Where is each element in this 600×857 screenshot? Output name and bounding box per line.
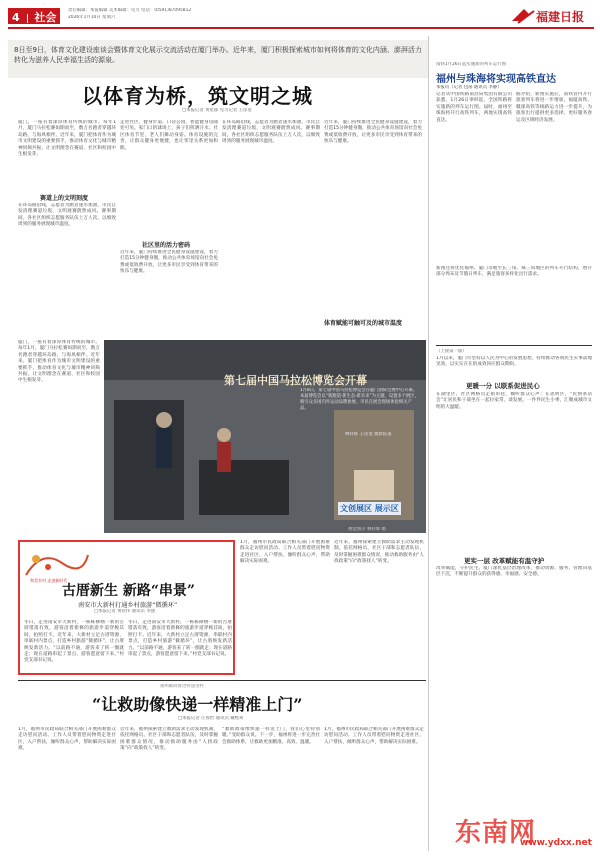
expo-booth-sign: 文创展区 展示区 <box>340 504 399 513</box>
feature-headline: 古厝新生 新路“串景” <box>62 583 195 599</box>
rail-brief-body-1: 在湖里区，社区网格员走街串巷，倾听群众心声；在思明区，“民情茶话会”让居民和干部坐在一起拉家常、谈发展。一件件民生小事，汇聚成城市文明的大温暖。 <box>436 392 592 410</box>
right-column-divider <box>428 36 429 851</box>
header-rule <box>8 27 594 29</box>
middle-col-text-2: 近年来，福州探索建立救助需求主动发现机制，依托网格员、社区干部和志愿者队伍，及时掌握困难群众情况，推动救助服务由“人找政策”向“政策找人”转变。 <box>334 540 424 565</box>
delivery-headline: “让救助像快递一样精准上门” <box>92 695 303 714</box>
feature-body-col2: 冬日，走进南安市大新村，一栋栋修缮一新的古厝错落有致，游客沿着新修的旅游步道穿梭其间，拍照打卡。近年来，大新村立足古厝资源，串联村内景点，打造乡村旅游“微循环”，让古厝焕发新活力。“以前路不通，游客来了转一圈就走；现在道路串起了景点，游客愿意留下来。”村党支部书记说。 <box>128 620 232 658</box>
rail-brief-kicker: （上接第一版） <box>436 349 467 354</box>
delivery-body-col2: 近年来，福州探索建立救助需求主动发现机制，依托网格员、社区干部和志愿者队伍，及时掌握困难群众情况，推动救助服务由“人找政策”向“政策找人”转变。 <box>120 727 218 752</box>
expo-photo-note: 视觉图示 林祥辉 摄 <box>348 527 386 532</box>
lead-intro: 8日至9日，体育文化建设座谈会暨体育文化展示交流活动在厦门举办。近年来，厦门积极探索城市如何将体育的文化内涵、澎湃活力转化为滋养人民幸福生活的源泉。 <box>14 46 422 64</box>
delivery-body-col1: 1月，福州市民政局联合相关部门开展困难群众走访慰问活动。工作人员带着慰问物资走进社区、入户帮扶，倾听群众心声，帮助解决实际困难。 <box>18 727 116 752</box>
rail-body-col2: 据介绍，新图实施后，南铁管内开行旅客列车将进一步增加，福厦高铁、赣深高铁等线路运力进一步提升，为旅客出行提供更多选择，更好服务春运及区域经济发展。 <box>516 92 592 123</box>
rail-subhead-2: 更实一层 改革赋能有温守护 <box>464 557 545 565</box>
delivery-body-col4: 1月，福州市民政局联合相关部门开展困难群众走访慰问活动。工作人员带着慰问物资走进社区、入户帮扶，倾听群众心声，帮助解决实际困难。 <box>324 727 424 745</box>
rail-divider <box>436 345 592 346</box>
expo-title: 第七届中国马拉松博览会开幕 <box>224 374 367 387</box>
rail-headline: 福州与珠海将实现高铁直达 <box>436 74 556 85</box>
page-header <box>0 0 600 28</box>
rail-kicker: 南铁1月26日起实施新的列车运行图 <box>436 62 506 67</box>
date-line: 2026年1月10日 星期六 <box>68 15 116 20</box>
editor-line: 责任编辑：本报编辑 美术编辑：见习 电话：(0591)87095812 <box>68 8 192 13</box>
feature-body-col1: 冬日，走进南安市大新村，一栋栋修缮一新的古厝错落有致，游客沿着新修的旅游步道穿梭其间，拍照打卡。近年来，大新村立足古厝资源，串联村内景点，打造乡村旅游“微循环”，让古厝焕发新活力。“以前路不通，游客来了转一圈就走；现在道路串起了景点，游客愿意留下来。”村党支部书记说。 <box>24 620 124 664</box>
watermark-url: www.ydxx.net <box>520 838 592 848</box>
rail-brief-body-2: 改革赋能，守护民生。厦门深化基层治理改革，推动资源、服务、管理向基层下沉，不断提升群众的获得感、幸福感、安全感。 <box>436 566 592 578</box>
lead-subhead-3: 体育赋能可触可及的城市温度 <box>324 320 403 327</box>
ornament-graphic <box>22 545 92 581</box>
lead-body-col4: 近年来，厦门持续推进全民健身设施建设，着力打造15分钟健身圈，推动公共体育场馆向社会免费或低收费开放，让更多市民享受到体育带来的快乐与健康。 <box>324 120 422 145</box>
rail-body-col1: 记者从中国铁路南昌局集团有限公司获悉，1月26日零时起，全国铁路将实施新的列车运行图。届时，福州至珠海将开行高铁列车，两地实现高铁直达。 <box>436 92 512 123</box>
delivery-top-rule <box>18 680 426 681</box>
photo-side-text: 厦门，一座有着深厚体育传统的城市。每年1月，厦门马拉松赛如期而至，数万名跑者穿越环岛路，与海风相伴。近年来，厦门把体育作为城市文明建设的重要抓手，推动体育文化与城市精神同频共振，让文明理念在赛道、社区和校园中生根发芽。 <box>18 340 100 384</box>
rail-subhead-1: 更暖一分 以联系促进民心 <box>466 382 540 390</box>
feature-kicker: 和美乡村 走进新时代 <box>30 578 68 583</box>
masthead-title: 福建日报 <box>536 10 585 24</box>
middle-col-text-1: 1月，福州市民政局联合相关部门开展困难群众走访慰问活动。工作人员带着慰问物资走进社区、入户帮扶，倾听群众心声，帮助解决实际困难。 <box>240 540 330 565</box>
lead-byline: □本报记者 黄星郁 见习记者 王彦宽 <box>182 108 252 113</box>
lead-body-col2b: 近年来，厦门持续推进全民健身设施建设，着力打造15分钟健身圈，推动公共体育场馆向社会免费或低收费开放，让更多市民享受到体育带来的快乐与健康。 <box>120 250 218 275</box>
section-name: 社会 <box>34 11 57 24</box>
section-label <box>12 9 56 25</box>
rail-byline: 本报讯（记者 包菡 通讯员 李静） <box>436 85 502 90</box>
lead-body-col1: 厦门，一座有着深厚体育传统的城市。每年1月，厦门马拉松赛如期而至，数万名跑者穿越环岛路，与海风相伴。近年来，厦门把体育作为城市文明建设的重要抓手，推动体育文化与城市精神同频共振，让文明理念在赛道、社区和校园中生根发芽。 <box>18 120 116 158</box>
rail-body-col3: 新图还将优化福州、厦门等地至长三角、珠三角地区的列车开行结构，增开部分周末及节假日列车，满足旅客多样化出行需求。 <box>436 266 592 278</box>
lead-body-col3: 在环岛路沿线，志愿者为跑者递水加油，市民自发清理赛道垃圾，文明观赛蔚然成风。赛事期间，各社区组织志愿服务队伍上万人次，以细致周到的服务展现城市温度。 <box>222 120 320 145</box>
watermark-brand: 东南网 <box>455 818 537 848</box>
feature-byline: □本报记者 黄钦伟 通讯员 李强 <box>94 609 156 614</box>
lead-body-col2: 走进社区，健身步道、口袋公园、智能健身房随处可见。家门口的球场上，孩子们挥洒汗水；社区体育节里，老人们舞动身姿。体育设施的完善，让群众健身更便捷，也让邻里关系更加和睦。 <box>120 120 218 151</box>
expo-credit: 林祥辉 王彦宽 摄影报道 <box>345 432 392 437</box>
lead-subhead-2: 社区里的活力密码 <box>142 242 191 249</box>
delivery-kicker: 福州邮政推进快递进村 <box>160 684 204 689</box>
lead-headline: 以体育为桥，筑文明之城 <box>82 84 313 108</box>
delivery-byline: □本报记者 庄蓉怡 通讯员 戴熙爽 <box>178 716 244 721</box>
section-number: 4 <box>12 11 20 24</box>
feature-deck: 南安市大新村打通乡村旅游“微循环” <box>78 602 178 609</box>
lead-body-col1b: 在环岛路沿线，志愿者为跑者递水加油，市民自发清理赛道垃圾，文明观赛蔚然成风。赛事期间，各社区组织志愿服务队伍上万人次，以细致周到的服务展现城市温度。 <box>18 203 116 228</box>
rail-brief-lead: 1月以来，厦门市坚持以人民为中心的发展思想，持续推动各项民生实事落地见效，以实实在在的成效回应群众期盼。 <box>436 356 592 368</box>
lead-subhead-1: 赛道上的文明刻度 <box>40 195 89 202</box>
expo-caption: 1月8日，第七届中国马拉松博览会在厦门国际会展中心开幕。本届博览会以“新跑道·新生态·新未来”为主题，设置多个展区，吸引众多国内外运动品牌参展。市民在展会现场体验相关产品。 <box>300 388 419 411</box>
delivery-body-col3: “救助政策像快递一样送上门，我们心里特别暖。”受助群众说。下一步，福州将进一步完善社会救助体系，让救助更加精准、高效、温暖。 <box>222 727 320 745</box>
